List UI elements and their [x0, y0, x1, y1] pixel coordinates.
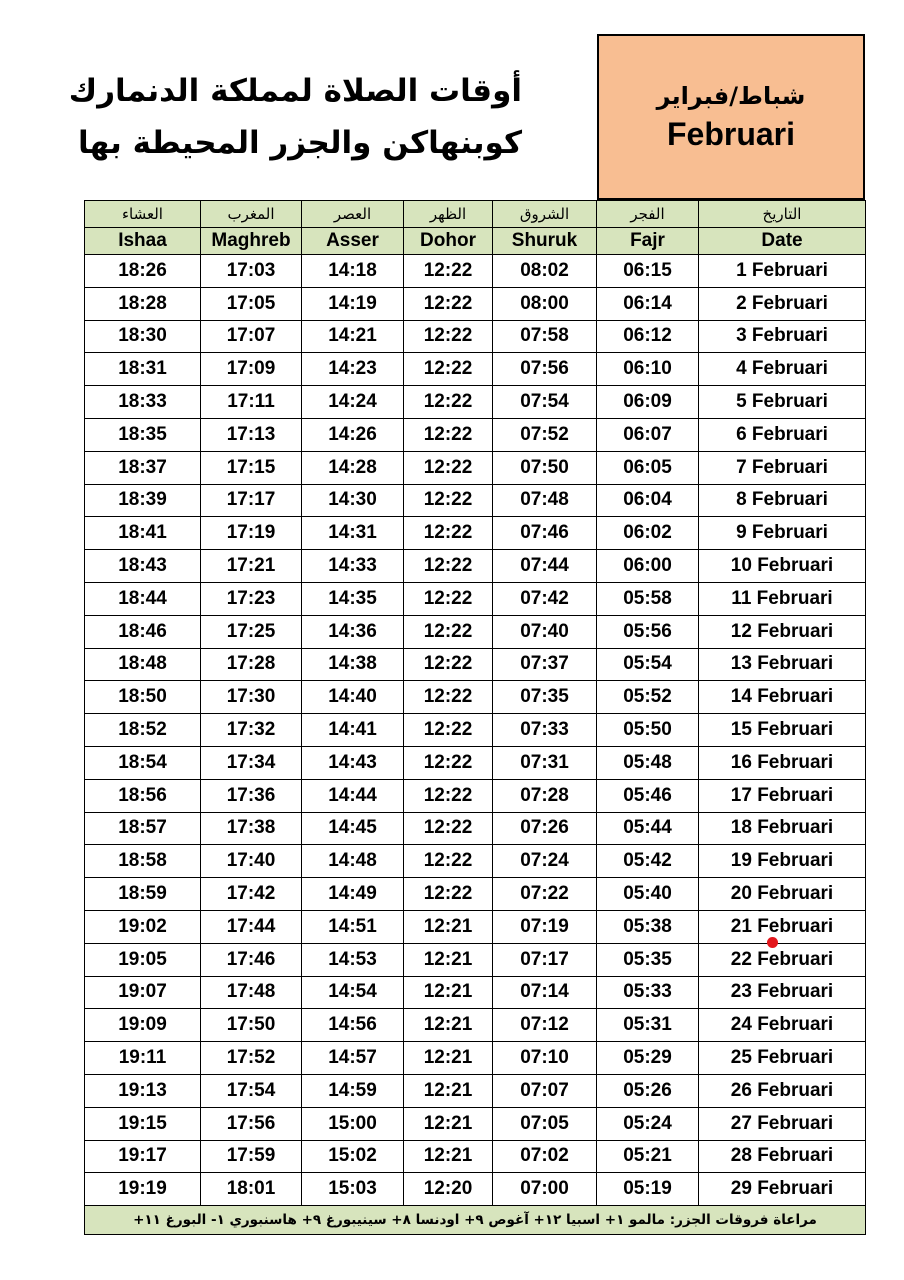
cell-shuruk: 07:24 — [493, 845, 597, 878]
cell-ishaa: 19:15 — [85, 1107, 201, 1140]
cell-maghreb: 17:32 — [201, 714, 302, 747]
cell-ishaa: 19:09 — [85, 1009, 201, 1042]
header-dohor-ar: الظهر — [404, 201, 493, 228]
cell-dohor: 12:22 — [404, 320, 493, 353]
cell-fajr: 05:58 — [597, 582, 699, 615]
cell-shuruk: 07:10 — [493, 1042, 597, 1075]
cell-date: 15 Februari — [699, 714, 866, 747]
cell-asser: 14:41 — [302, 714, 404, 747]
cell-fajr: 05:29 — [597, 1042, 699, 1075]
cell-shuruk: 07:17 — [493, 943, 597, 976]
cell-asser: 14:23 — [302, 353, 404, 386]
cell-date: 6 Februari — [699, 418, 866, 451]
table-row — [85, 943, 866, 976]
cell-date: 22 Februari — [699, 943, 866, 976]
cell-maghreb: 17:30 — [201, 681, 302, 714]
cell-fajr: 06:02 — [597, 517, 699, 550]
header-row-arabic — [85, 201, 866, 228]
cell-shuruk: 07:54 — [493, 386, 597, 419]
table-row — [85, 1173, 866, 1206]
header-row-english — [85, 228, 866, 255]
cell-ishaa: 18:35 — [85, 418, 201, 451]
month-english: Februari — [666, 116, 796, 152]
cell-date: 16 Februari — [699, 746, 866, 779]
cell-maghreb: 17:56 — [201, 1107, 302, 1140]
cell-maghreb: 18:01 — [201, 1173, 302, 1206]
cell-shuruk: 08:00 — [493, 287, 597, 320]
cell-asser: 14:40 — [302, 681, 404, 714]
footer-row — [85, 1206, 866, 1235]
cell-fajr: 05:33 — [597, 976, 699, 1009]
cell-fajr: 06:14 — [597, 287, 699, 320]
cell-maghreb: 17:13 — [201, 418, 302, 451]
cell-dohor: 12:22 — [404, 418, 493, 451]
cell-date: 23 Februari — [699, 976, 866, 1009]
cell-shuruk: 07:46 — [493, 517, 597, 550]
cell-date: 2 Februari — [699, 287, 866, 320]
cell-date: 24 Februari — [699, 1009, 866, 1042]
cell-dohor: 12:22 — [404, 582, 493, 615]
table-row — [85, 451, 866, 484]
cell-date: 11 Februari — [699, 582, 866, 615]
cell-asser: 14:28 — [302, 451, 404, 484]
cell-date: 10 Februari — [699, 550, 866, 583]
cell-shuruk: 07:26 — [493, 812, 597, 845]
cell-maghreb: 17:21 — [201, 550, 302, 583]
cell-fajr: 05:31 — [597, 1009, 699, 1042]
table-row — [85, 1140, 866, 1173]
cell-dohor: 12:22 — [404, 287, 493, 320]
table-row — [85, 517, 866, 550]
cell-date: 27 Februari — [699, 1107, 866, 1140]
cell-maghreb: 17:25 — [201, 615, 302, 648]
month-arabic: شباط/فبراير — [656, 82, 806, 110]
cell-asser: 14:43 — [302, 746, 404, 779]
cell-dohor: 12:22 — [404, 681, 493, 714]
cell-dohor: 12:22 — [404, 714, 493, 747]
cell-dohor: 12:22 — [404, 255, 493, 288]
cell-asser: 14:19 — [302, 287, 404, 320]
table-row — [85, 320, 866, 353]
table-row — [85, 878, 866, 911]
cell-ishaa: 19:05 — [85, 943, 201, 976]
cell-maghreb: 17:11 — [201, 386, 302, 419]
cell-asser: 14:26 — [302, 418, 404, 451]
header-shuruk-ar: الشروق — [493, 201, 597, 228]
cell-ishaa: 18:48 — [85, 648, 201, 681]
cell-fajr: 05:56 — [597, 615, 699, 648]
cell-asser: 14:21 — [302, 320, 404, 353]
cell-date: 1 Februari — [699, 255, 866, 288]
cell-date: 18 Februari — [699, 812, 866, 845]
table-row — [85, 648, 866, 681]
table-row — [85, 714, 866, 747]
cell-ishaa: 18:57 — [85, 812, 201, 845]
cell-shuruk: 07:52 — [493, 418, 597, 451]
table-row — [85, 582, 866, 615]
cell-fajr: 05:19 — [597, 1173, 699, 1206]
cell-dohor: 12:21 — [404, 1042, 493, 1075]
cell-ishaa: 18:44 — [85, 582, 201, 615]
cell-ishaa: 18:28 — [85, 287, 201, 320]
header-maghreb: Maghreb — [201, 228, 302, 255]
cell-date: 5 Februari — [699, 386, 866, 419]
title-line-1: أوقات الصلاة لمملكة الدنمارك — [68, 73, 522, 109]
header-date-ar: التاريخ — [699, 201, 866, 228]
cell-ishaa: 19:17 — [85, 1140, 201, 1173]
cell-fajr: 05:50 — [597, 714, 699, 747]
cell-maghreb: 17:36 — [201, 779, 302, 812]
cell-asser: 14:36 — [302, 615, 404, 648]
cell-shuruk: 07:44 — [493, 550, 597, 583]
cell-maghreb: 17:03 — [201, 255, 302, 288]
cell-ishaa: 19:02 — [85, 910, 201, 943]
cell-date: 14 Februari — [699, 681, 866, 714]
table-row — [85, 255, 866, 288]
month-box — [597, 34, 865, 200]
cell-ishaa: 18:50 — [85, 681, 201, 714]
cell-ishaa: 18:58 — [85, 845, 201, 878]
cell-asser: 14:48 — [302, 845, 404, 878]
cell-shuruk: 07:12 — [493, 1009, 597, 1042]
cell-ishaa: 18:59 — [85, 878, 201, 911]
cell-maghreb: 17:40 — [201, 845, 302, 878]
cell-shuruk: 07:19 — [493, 910, 597, 943]
table-row — [85, 910, 866, 943]
cell-dohor: 12:20 — [404, 1173, 493, 1206]
cell-date: 25 Februari — [699, 1042, 866, 1075]
table-row — [85, 976, 866, 1009]
cell-asser: 14:59 — [302, 1074, 404, 1107]
cell-dohor: 12:22 — [404, 746, 493, 779]
table-row — [85, 1074, 866, 1107]
cell-fajr: 05:35 — [597, 943, 699, 976]
cell-fajr: 05:38 — [597, 910, 699, 943]
cell-dohor: 12:22 — [404, 484, 493, 517]
cell-dohor: 12:21 — [404, 1140, 493, 1173]
cell-date: 19 Februari — [699, 845, 866, 878]
cell-shuruk: 07:07 — [493, 1074, 597, 1107]
cell-date: 20 Februari — [699, 878, 866, 911]
table-row — [85, 812, 866, 845]
cell-ishaa: 18:33 — [85, 386, 201, 419]
cell-fajr: 06:04 — [597, 484, 699, 517]
cell-fajr: 06:05 — [597, 451, 699, 484]
cell-shuruk: 07:35 — [493, 681, 597, 714]
cell-ishaa: 19:19 — [85, 1173, 201, 1206]
table-row — [85, 845, 866, 878]
cell-asser: 14:24 — [302, 386, 404, 419]
cell-date: 7 Februari — [699, 451, 866, 484]
header-fajr-ar: الفجر — [597, 201, 699, 228]
cell-asser: 14:54 — [302, 976, 404, 1009]
cell-date: 28 Februari — [699, 1140, 866, 1173]
header-asser-ar: العصر — [302, 201, 404, 228]
table-row — [85, 779, 866, 812]
cell-asser: 14:57 — [302, 1042, 404, 1075]
cell-asser: 14:49 — [302, 878, 404, 911]
cell-date: 13 Februari — [699, 648, 866, 681]
cell-maghreb: 17:48 — [201, 976, 302, 1009]
cell-maghreb: 17:23 — [201, 582, 302, 615]
red-dot-marker — [767, 937, 778, 948]
cell-maghreb: 17:52 — [201, 1042, 302, 1075]
table-row — [85, 418, 866, 451]
cell-dohor: 12:22 — [404, 812, 493, 845]
cell-shuruk: 07:37 — [493, 648, 597, 681]
cell-asser: 15:02 — [302, 1140, 404, 1173]
cell-ishaa: 18:31 — [85, 353, 201, 386]
cell-fajr: 05:54 — [597, 648, 699, 681]
cell-shuruk: 07:02 — [493, 1140, 597, 1173]
cell-fajr: 06:12 — [597, 320, 699, 353]
cell-maghreb: 17:44 — [201, 910, 302, 943]
cell-maghreb: 17:50 — [201, 1009, 302, 1042]
cell-dohor: 12:22 — [404, 845, 493, 878]
header-ishaa: Ishaa — [85, 228, 201, 255]
cell-asser: 14:44 — [302, 779, 404, 812]
cell-fajr: 05:44 — [597, 812, 699, 845]
cell-dohor: 12:22 — [404, 779, 493, 812]
cell-fajr: 05:46 — [597, 779, 699, 812]
cell-maghreb: 17:05 — [201, 287, 302, 320]
cell-shuruk: 07:56 — [493, 353, 597, 386]
cell-shuruk: 07:50 — [493, 451, 597, 484]
footer-note: مراعاة فروقات الجزر: مالمو ١+ اسبيا ١٢+ آغوص ٩+ اودنسا ٨+ سينيبورغ ٩+ هاسنبوري ١- البورغ ١١+ — [85, 1206, 866, 1235]
cell-date: 9 Februari — [699, 517, 866, 550]
table-body — [85, 255, 866, 1206]
table-row — [85, 1042, 866, 1075]
cell-dohor: 12:21 — [404, 1107, 493, 1140]
cell-dohor: 12:22 — [404, 451, 493, 484]
cell-asser: 14:38 — [302, 648, 404, 681]
cell-shuruk: 08:02 — [493, 255, 597, 288]
cell-asser: 14:30 — [302, 484, 404, 517]
cell-fajr: 05:26 — [597, 1074, 699, 1107]
cell-asser: 14:45 — [302, 812, 404, 845]
cell-date: 21 Februari — [699, 910, 866, 943]
table-row — [85, 484, 866, 517]
header-dohor: Dohor — [404, 228, 493, 255]
header-ishaa-ar: العشاء — [85, 201, 201, 228]
cell-shuruk: 07:00 — [493, 1173, 597, 1206]
cell-ishaa: 18:52 — [85, 714, 201, 747]
cell-fajr: 05:52 — [597, 681, 699, 714]
table-row — [85, 287, 866, 320]
cell-dohor: 12:22 — [404, 386, 493, 419]
cell-ishaa: 18:37 — [85, 451, 201, 484]
header-fajr: Fajr — [597, 228, 699, 255]
cell-ishaa: 19:07 — [85, 976, 201, 1009]
cell-maghreb: 17:07 — [201, 320, 302, 353]
cell-shuruk: 07:14 — [493, 976, 597, 1009]
table-row — [85, 615, 866, 648]
cell-shuruk: 07:40 — [493, 615, 597, 648]
cell-shuruk: 07:48 — [493, 484, 597, 517]
cell-asser: 15:00 — [302, 1107, 404, 1140]
cell-shuruk: 07:22 — [493, 878, 597, 911]
cell-fajr: 05:42 — [597, 845, 699, 878]
cell-ishaa: 18:56 — [85, 779, 201, 812]
cell-dohor: 12:22 — [404, 517, 493, 550]
table-row — [85, 1107, 866, 1140]
cell-fajr: 06:09 — [597, 386, 699, 419]
cell-shuruk: 07:31 — [493, 746, 597, 779]
cell-fajr: 06:07 — [597, 418, 699, 451]
cell-dohor: 12:22 — [404, 648, 493, 681]
cell-dohor: 12:22 — [404, 353, 493, 386]
cell-asser: 14:31 — [302, 517, 404, 550]
cell-maghreb: 17:17 — [201, 484, 302, 517]
table-row — [85, 386, 866, 419]
cell-dohor: 12:22 — [404, 615, 493, 648]
cell-shuruk: 07:28 — [493, 779, 597, 812]
cell-shuruk: 07:58 — [493, 320, 597, 353]
cell-asser: 14:51 — [302, 910, 404, 943]
cell-maghreb: 17:34 — [201, 746, 302, 779]
cell-asser: 14:35 — [302, 582, 404, 615]
cell-dohor: 12:22 — [404, 878, 493, 911]
cell-maghreb: 17:19 — [201, 517, 302, 550]
cell-asser: 14:56 — [302, 1009, 404, 1042]
cell-dohor: 12:21 — [404, 943, 493, 976]
cell-dohor: 12:22 — [404, 550, 493, 583]
prayer-times-table — [84, 200, 866, 1235]
cell-maghreb: 17:28 — [201, 648, 302, 681]
cell-date: 4 Februari — [699, 353, 866, 386]
cell-dohor: 12:21 — [404, 976, 493, 1009]
cell-ishaa: 18:26 — [85, 255, 201, 288]
cell-maghreb: 17:38 — [201, 812, 302, 845]
cell-maghreb: 17:54 — [201, 1074, 302, 1107]
table-row — [85, 353, 866, 386]
cell-shuruk: 07:33 — [493, 714, 597, 747]
cell-asser: 14:18 — [302, 255, 404, 288]
cell-maghreb: 17:46 — [201, 943, 302, 976]
cell-maghreb: 17:09 — [201, 353, 302, 386]
header-shuruk: Shuruk — [493, 228, 597, 255]
cell-date: 8 Februari — [699, 484, 866, 517]
header-asser: Asser — [302, 228, 404, 255]
cell-asser: 14:33 — [302, 550, 404, 583]
table-row — [85, 746, 866, 779]
table-row — [85, 1009, 866, 1042]
cell-date: 26 Februari — [699, 1074, 866, 1107]
cell-fajr: 06:15 — [597, 255, 699, 288]
cell-ishaa: 18:43 — [85, 550, 201, 583]
cell-fajr: 06:00 — [597, 550, 699, 583]
cell-ishaa: 18:41 — [85, 517, 201, 550]
cell-ishaa: 19:11 — [85, 1042, 201, 1075]
cell-ishaa: 19:13 — [85, 1074, 201, 1107]
cell-dohor: 12:21 — [404, 1074, 493, 1107]
cell-date: 17 Februari — [699, 779, 866, 812]
title-line-2: كوبنهاكن والجزر المحيطة بها — [78, 125, 522, 161]
cell-ishaa: 18:46 — [85, 615, 201, 648]
cell-maghreb: 17:42 — [201, 878, 302, 911]
cell-ishaa: 18:30 — [85, 320, 201, 353]
cell-fajr: 06:10 — [597, 353, 699, 386]
cell-asser: 15:03 — [302, 1173, 404, 1206]
cell-date: 29 Februari — [699, 1173, 866, 1206]
title-block — [68, 34, 596, 200]
header-date: Date — [699, 228, 866, 255]
table-row — [85, 550, 866, 583]
cell-fajr: 05:48 — [597, 746, 699, 779]
cell-fajr: 05:24 — [597, 1107, 699, 1140]
cell-dohor: 12:21 — [404, 910, 493, 943]
cell-date: 12 Februari — [699, 615, 866, 648]
cell-shuruk: 07:05 — [493, 1107, 597, 1140]
cell-date: 3 Februari — [699, 320, 866, 353]
cell-dohor: 12:21 — [404, 1009, 493, 1042]
header-maghreb-ar: المغرب — [201, 201, 302, 228]
cell-maghreb: 17:59 — [201, 1140, 302, 1173]
cell-ishaa: 18:39 — [85, 484, 201, 517]
cell-ishaa: 18:54 — [85, 746, 201, 779]
cell-asser: 14:53 — [302, 943, 404, 976]
cell-maghreb: 17:15 — [201, 451, 302, 484]
cell-fajr: 05:40 — [597, 878, 699, 911]
cell-shuruk: 07:42 — [493, 582, 597, 615]
cell-fajr: 05:21 — [597, 1140, 699, 1173]
table-row — [85, 681, 866, 714]
